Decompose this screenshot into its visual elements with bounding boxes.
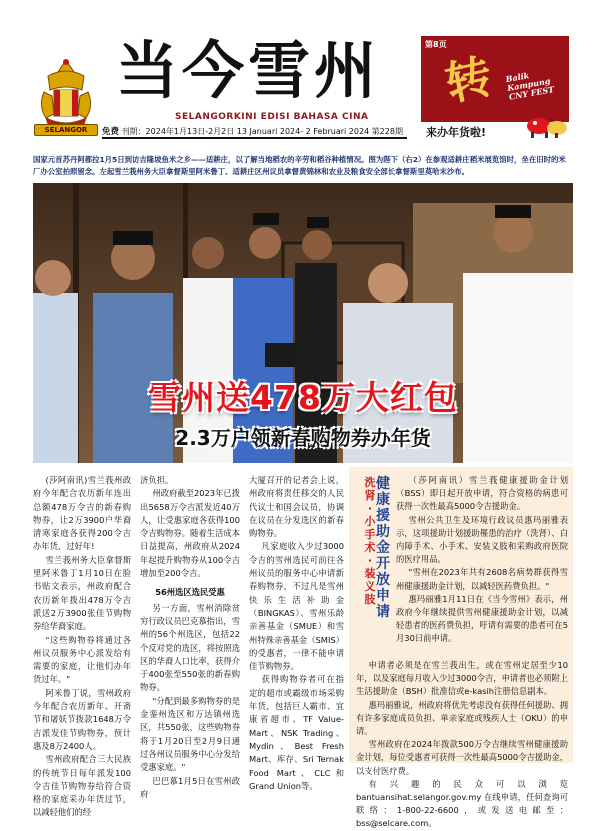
sidebar-article (396, 474, 568, 646)
promo-page-ref: 第8页 (425, 40, 447, 49)
promo-caption: 来办年货啦! (426, 126, 487, 139)
article-paragraph: 巴巴慕1月5日在雪州政府 (140, 775, 240, 799)
article-paragraph: 另一方面，雪州消除贫穷行政议员巴克慕指出，雪州的56个州选区，包括22个反对党的选区，将按照选区的华裔人口比率，获得介于400张至550张的新春购物券。 (140, 602, 240, 693)
sidebar-paragraph: 雪州政府在2024年拨款500万令吉继续雪州健康援助金计划，每位受惠者可获得一次性最高5000令吉援助金，以支付医疗费。 (356, 739, 568, 776)
article-paragraph: 济负担。 (140, 475, 174, 485)
sidebar-paragraph: 雪州公共卫生及环境行政议员惠玛丽雅表示，这项援助计划援助罹患的治疗（洗肾）、白内障手术、小手术、安装义肢和采购政府医院的医疗用品。 (396, 514, 568, 565)
article-column-2 (140, 474, 240, 801)
issue-line (102, 125, 402, 137)
promo-script: Balik Kampung CNY FEST (504, 70, 555, 102)
subheadline: 2.3万户领新春购物券办年货 (175, 426, 431, 450)
sidebar-paragraph: "雪州在2023年共有2608名病势群获得雪州健康援助金计划，以减轻医药费负担。" (396, 567, 568, 591)
article-paragraph: "分配到最多购物券的是金銮州选区和万达镇州选区，共550张，这些购物券将于1月20日至2月9日通过各州议员服务中心分发给受惠家庭。" (140, 695, 240, 773)
article-paragraph: 州政府截至2023年已拨出5658万令吉派发近40万人，让受惠家庭各获得100令吉购物券。随着生活成本日益提高，州政府从2024年起提升购物券从100令吉增加至200令吉。 (140, 488, 240, 579)
article-paragraph: 获得购物券者可在指定的超市或霸级市场采购年货，包括巨人霸市、宜康省超市、TF Value-Mart、NSK Trading、Mydin、Best Fresh Mart、库存、Sri Ternak Food Mart、CLC和Grand Union等。 (249, 674, 344, 791)
masthead-rule (102, 137, 407, 139)
promo-big-text: 转 (440, 48, 497, 112)
masthead-title: 当今雪州 (116, 34, 381, 107)
photo-caption: 国家元首苏丹阿都拉1月5日到访吉隆坡鱼米之乡——适耕庄，以了解当地稻农的辛劳和稻谷种植情况。图为陛下（右2）在参观适耕庄稻米展览馆时，坐在旧时的米厂办公室拍照留念。左起雪兰莪州务大臣拿督斯里阿米鲁丁、适耕庄区州议员拿督黄锦林和农业及粮食安全部长拿督斯里莫哈末沙布。 (33, 155, 566, 176)
free-label: 免费 (102, 127, 120, 137)
masthead (0, 0, 601, 140)
article-paragraph: 雪州政府配合三大民族的传统节日每年派发100令吉佳节购物券给符合资格的家庭采办年货过节，以减轻他们的经 (33, 754, 131, 818)
sidebar-paragraph: 申请者必须是在雪兰莪出生，或在雪州定居至少10年，以及家庭每月收入少过3000令吉，申请者也必须附上生活援助金（BSH）批准信或e-kasih注册信息副本。 (356, 660, 568, 697)
article-column-1 (33, 474, 131, 820)
headline: 雪州送478万大红包 (148, 378, 458, 417)
promo-box[interactable] (421, 36, 569, 138)
lion-dance-icon (525, 112, 569, 138)
article-paragraph: 阿米鲁丁说，雪州政府今年配合农历新年、开斋节和屠妖节拨款1648万令吉派发佳节购物券，预计惠及8万2400人。 (33, 687, 131, 751)
sidebar-paragraph: （莎阿南讯）雪兰莪健康援助金计划（BSS）即日起开放申请，符合资格的病患可获得一次性最高5000令吉援助金。 (396, 475, 568, 512)
sidebar-paragraph: 有兴趣的民众可以浏览 bantuansihat.selangor.gov.my 在线申请，任何查询可联络：1-800-22-6600，或发送电邮至：bss@selcare.com。 (356, 778, 568, 829)
article-column-3 (249, 474, 344, 793)
sidebar-paragraph: 惠玛丽雅说，州政府将优先考虑没有获得任何援助、拥有许多家庭成员负担、单亲家庭或残疾人士（OKU）的申请。 (356, 699, 568, 737)
sidebar-vertical-head-red: 洗 肾 · 小 手 术 · 装 义 肢 (364, 476, 376, 606)
article-paragraph: 大厦召开的记者会上说，州政府将责任移交的人民代议士和国会议员，协调在议员在分发选区的新春购物券。 (249, 475, 344, 539)
crest-ribbon: SELANGOR (34, 124, 98, 136)
article-paragraph: 凡家庭收入少过3000令吉的雪州选民可前往各州议员的服务中心申请新春购物券，不过凡是雪州快乐生活补助金（BINGKAS）、雪州乐龄亲善基金（SMUE）和雪州特殊亲善基金（SMIS）的受惠者，一律不能申请佳节购物券。 (249, 541, 344, 672)
article-subhead: 56州选区选民受惠 (155, 587, 225, 598)
front-photo (33, 183, 573, 463)
sidebar-article-tail (356, 659, 568, 831)
sidebar-vertical-head-blue: 健 康 援 助 金 开 放 申 请 (376, 476, 390, 620)
article-paragraph: 雪兰莪州务大臣拿督斯里阿米鲁丁1月10日在脸书贴文表示，州政府配合农历新年拨出478万令吉派送2万3900张佳节购物券给华裔家庭。 (33, 554, 131, 632)
masthead-subtitle: SELANGORKINI EDISI BAHASA CINA (175, 112, 369, 122)
article-paragraph: "这些购物券将通过各州议员服务中心派发给有需要的家庭，让他们办年货过年。" (33, 634, 131, 685)
group-photo-image (33, 183, 573, 463)
sidebar-paragraph: 惠玛丽雅1月11日在《当今雪州》表示，州政府今年继续提供雪州健康援助金计划，以减轻患者的医药费负担，吁请有需要的患者可在5月30日前申请。 (396, 593, 568, 644)
article-paragraph: (莎阿南讯)雪兰莪州政府今年配合农历新年连出总额478万令吉的新春购物券，让2万3900户华裔清寒家庭各获得200令吉办年货，过好年! (33, 475, 131, 552)
issue-date: 刊期：2024年1月13日-2月2日 13 Januari 2024- 2 Februari 2024 第228期 (121, 127, 403, 136)
